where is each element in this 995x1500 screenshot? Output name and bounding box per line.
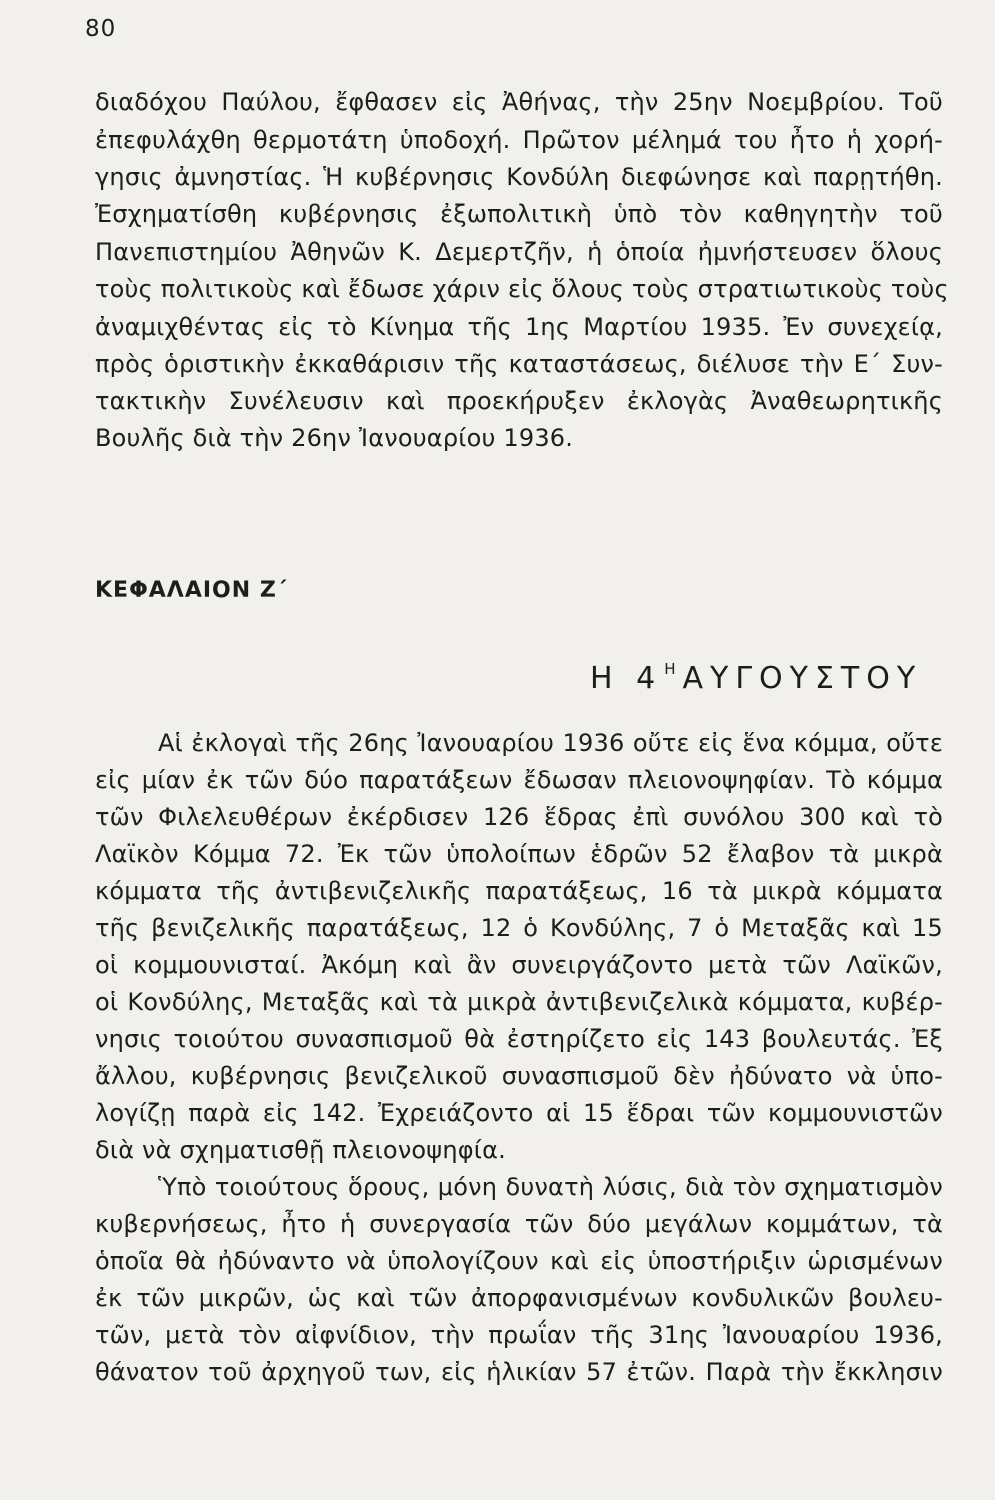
paragraph-1-line: Πανεπιστημίου Ἀθηνῶν Κ. Δεμερτζῆν, ἡ ὁποία ἠμνήστευσεν ὅλους xyxy=(95,238,943,266)
paragraph-2-line: τῆς βενιζελικῆς παρατάξεως, 12 ὁ Κονδύλης, 7 ὁ Μεταξᾶς καὶ 15 xyxy=(95,914,943,942)
paragraph-3-line: ἐκ τῶν μικρῶν, ὡς καὶ τῶν ἀπορφανισμένων κονδυλικῶν βουλευ- xyxy=(95,1284,943,1312)
paragraph-1-line: γησις ἀμνηστίας. Ἡ κυβέρνησις Κονδύλη διεφώνησε καὶ παρῃτήθη. xyxy=(95,163,943,191)
section-title-prefix: Η 4 xyxy=(590,661,663,696)
paragraph-1-line: τακτικὴν Συνέλευσιν καὶ προεκήρυξεν ἐκλογὰς Ἀναθεωρητικῆς xyxy=(95,387,943,415)
paragraph-2-line: εἰς μίαν ἐκ τῶν δύο παρατάξεων ἔδωσαν πλειονοψηφίαν. Τὸ κόμμα xyxy=(95,766,943,794)
paragraph-2-line: Λαϊκὸν Κόμμα 72. Ἐκ τῶν ὑπολοίπων ἑδρῶν 52 ἔλαβον τὰ μικρὰ xyxy=(95,840,943,868)
paragraph-2-line: τῶν Φιλελευθέρων ἐκέρδισεν 126 ἕδρας ἐπὶ συνόλου 300 καὶ τὸ xyxy=(95,803,943,831)
section-title xyxy=(590,660,922,696)
paragraph-2-line: Αἱ ἐκλογαὶ τῆς 26ης Ἰανουαρίου 1936 οὔτε εἰς ἕνα κόμμα, οὔτε xyxy=(158,729,943,757)
paragraph-3-line: τῶν, μετὰ τὸν αἰφνίδιον, τὴν πρωΐαν τῆς 31ης Ἰανουαρίου 1936, xyxy=(95,1321,943,1349)
paragraph-3-line: Ὑπὸ τοιούτους ὅρους, μόνη δυνατὴ λύσις, διὰ τὸν σχηματισμὸν xyxy=(158,1173,943,1201)
paragraph-1-line: διαδόχου Παύλου, ἔφθασεν εἰς Ἀθήνας, τὴν 25ην Νοεμβρίου. Τοῦ xyxy=(95,88,943,116)
paragraph-2-line: οἱ Κονδύλης, Μεταξᾶς καὶ τὰ μικρὰ ἀντιβενιζελικὰ κόμματα, κυβέρ- xyxy=(95,988,943,1016)
paragraph-2-line: κόμματα τῆς ἀντιβενιζελικῆς παρατάξεως, 16 τὰ μικρὰ κόμματα xyxy=(95,877,943,905)
paragraph-1-line: ἀναμιχθέντας εἰς τὸ Κίνημα τῆς 1ης Μαρτίου 1935. Ἐν συνεχείᾳ, xyxy=(95,313,943,341)
section-title-rest: ΑΥΓΟΥΣΤΟΥ xyxy=(682,661,923,696)
paragraph-1-line: Βουλῆς διὰ τὴν 26ην Ἰανουαρίου 1936. xyxy=(95,424,574,452)
paragraph-2-line: ἄλλου, κυβέρνησις βενιζελικοῦ συνασπισμοῦ δὲν ἠδύνατο νὰ ὑπο- xyxy=(95,1062,943,1090)
paragraph-2-line: διὰ νὰ σχηματισθῇ πλειονοψηφία. xyxy=(95,1136,506,1164)
paragraph-2-line: οἱ κομμουνισταί. Ἀκόμη καὶ ἂν συνειργάζοντο μετὰ τῶν Λαϊκῶν, xyxy=(95,951,943,979)
paragraph-1-line: τοὺς πολιτικοὺς καὶ ἔδωσε χάριν εἰς ὅλους τοὺς στρατιωτικοὺς τοὺς xyxy=(95,275,949,303)
paragraph-1-line: πρὸς ὁριστικὴν ἐκκαθάρισιν τῆς καταστάσεως, διέλυσε τὴν Ε΄ Συν- xyxy=(95,350,943,378)
paragraph-3-line: κυβερνήσεως, ἦτο ἡ συνεργασία τῶν δύο μεγάλων κομμάτων, τὰ xyxy=(95,1210,943,1238)
paragraph-1-line: ἐπεφυλάχθη θερμοτάτη ὑποδοχή. Πρῶτον μέλημά του ἦτο ἡ χορή- xyxy=(95,126,943,154)
paragraph-3-line: ὁποῖα θὰ ἠδύναντο νὰ ὑπολογίζουν καὶ εἰς ὑποστήριξιν ὡρισμένων xyxy=(95,1247,943,1275)
page-number: 80 xyxy=(85,16,117,42)
paragraph-3-line: θάνατον τοῦ ἀρχηγοῦ των, εἰς ἡλικίαν 57 ἐτῶν. Παρὰ τὴν ἔκκλησιν xyxy=(95,1358,943,1386)
paragraph-2-line: λογίζῃ παρὰ εἰς 142. Ἐχρειάζοντο αἱ 15 ἕδραι τῶν κομμουνιστῶν xyxy=(95,1099,943,1127)
paragraph-2-line: νησις τοιούτου συνασπισμοῦ θὰ ἐστηρίζετο εἰς 143 βουλευτάς. Ἐξ xyxy=(95,1025,943,1053)
chapter-label: ΚΕΦΑΛΑΙΟΝ Ζ΄ xyxy=(95,578,288,603)
paragraph-1-line: Ἐσχηματίσθη κυβέρνησις ἐξωπολιτικὴ ὑπὸ τὸν καθηγητὴν τοῦ xyxy=(95,200,943,228)
section-title-superscript: Η xyxy=(664,660,677,678)
